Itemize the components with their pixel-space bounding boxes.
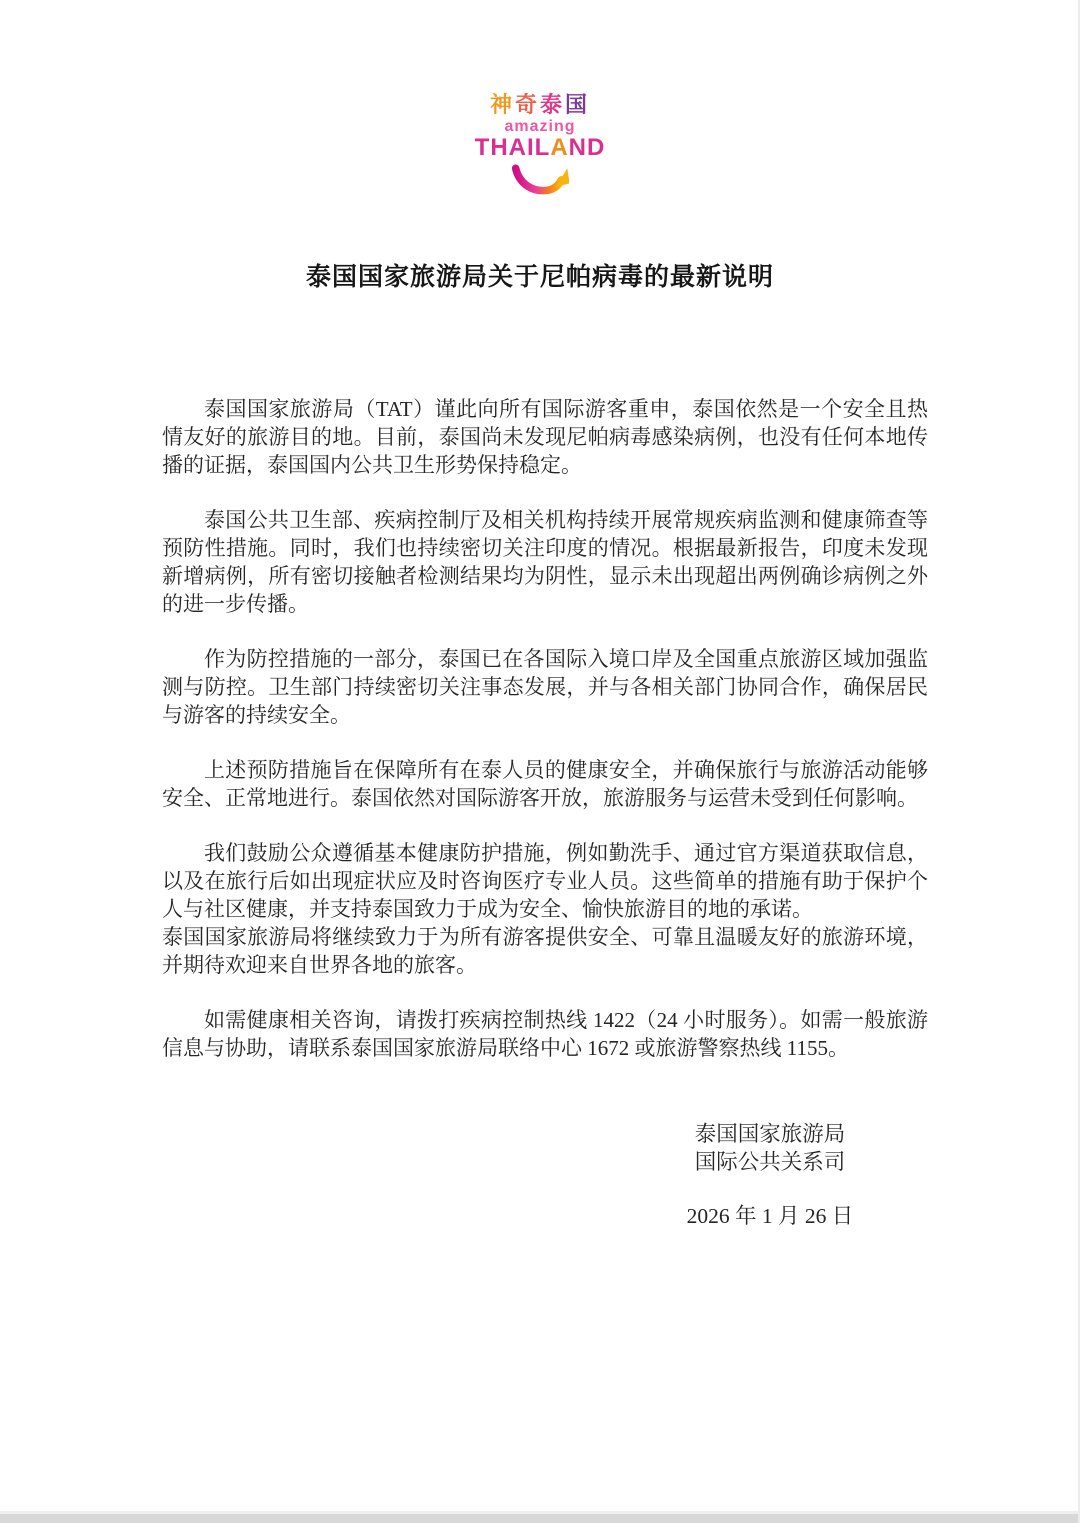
logo-cn-char: 国 <box>565 92 591 117</box>
logo-thailand-accent-a: A <box>550 134 569 161</box>
logo-thailand-text <box>0 136 1080 160</box>
logo-chinese-wordmark <box>0 94 1080 116</box>
paragraph: 如需健康相关咨询，请拨打疾病控制热线 1422（24 小时服务）。如需一般旅游信息与协助，请联系泰国国家旅游局联络中心 1672 或旅游警察热线 1155。 <box>162 1008 928 1060</box>
paragraph: 泰国公共卫生部、疾病控制厅及相关机构持续开展常规疾病监测和健康筛查等预防性措施。同时，我们也持续密切关注印度的情况。根据最新报告，印度未发现新增病例，所有密切接触者检测结果均为阴性，显示未出现超出两例确诊病例之外的进一步传播。 <box>162 508 928 616</box>
logo-cn-char: 泰 <box>540 92 566 117</box>
logo-cn-char: 奇 <box>514 92 540 117</box>
paragraph: 作为防控措施的一部分，泰国已在各国际入境口岸及全国重点旅游区域加强监测与防控。卫生部门持续密切关注事态发展，并与各相关部门协同合作，确保居民与游客的持续安全。 <box>162 647 928 727</box>
logo-thailand-right: ND <box>568 134 606 161</box>
signature-date: 2026 年 1 月 26 日 <box>686 1204 854 1228</box>
logo-cn-char: 神 <box>489 92 515 117</box>
paragraph: 我们鼓励公众遵循基本健康防护措施，例如勤洗手、通过官方渠道获取信息，以及在旅行后如出现症状应及时咨询医疗专业人员。这些简单的措施有助于保护个人与社区健康，并支持泰国致力于成为安全、愉快旅游目的地的承诺。 <box>162 841 928 921</box>
page-bottom-edge <box>0 1511 1080 1523</box>
logo-thailand-left: THAIL <box>474 134 551 161</box>
logo-amazing-text: amazing <box>504 118 576 135</box>
amazing-thailand-logo <box>0 0 1080 199</box>
paragraph: 泰国国家旅游局将继续致力于为所有游客提供安全、可靠且温暖友好的旅游环境，并期待欢迎来自世界各地的旅客。 <box>162 925 928 977</box>
page-title: 泰国国家旅游局关于尼帕病毒的最新说明 <box>305 264 774 291</box>
paragraph: 泰国国家旅游局（TAT）谨此向所有国际游客重申，泰国依然是一个安全且热情友好的旅游目的地。目前，泰国尚未发现尼帕病毒感染病例，也没有任何本地传播的证据，泰国国内公共卫生形势保持稳定。 <box>162 397 928 477</box>
paragraph: 上述预防措施旨在保障所有在泰人员的健康安全，并确保旅行与旅游活动能够安全、正常地进行。泰国依然对国际游客开放，旅游服务与运营未受到任何影响。 <box>162 758 928 810</box>
smile-swoosh-icon <box>511 163 569 199</box>
signature-org: 泰国国家旅游局 <box>694 1122 846 1146</box>
document-body <box>0 395 1080 1062</box>
signature-block <box>618 1120 922 1230</box>
signature-dept: 国际公共关系司 <box>694 1150 846 1174</box>
